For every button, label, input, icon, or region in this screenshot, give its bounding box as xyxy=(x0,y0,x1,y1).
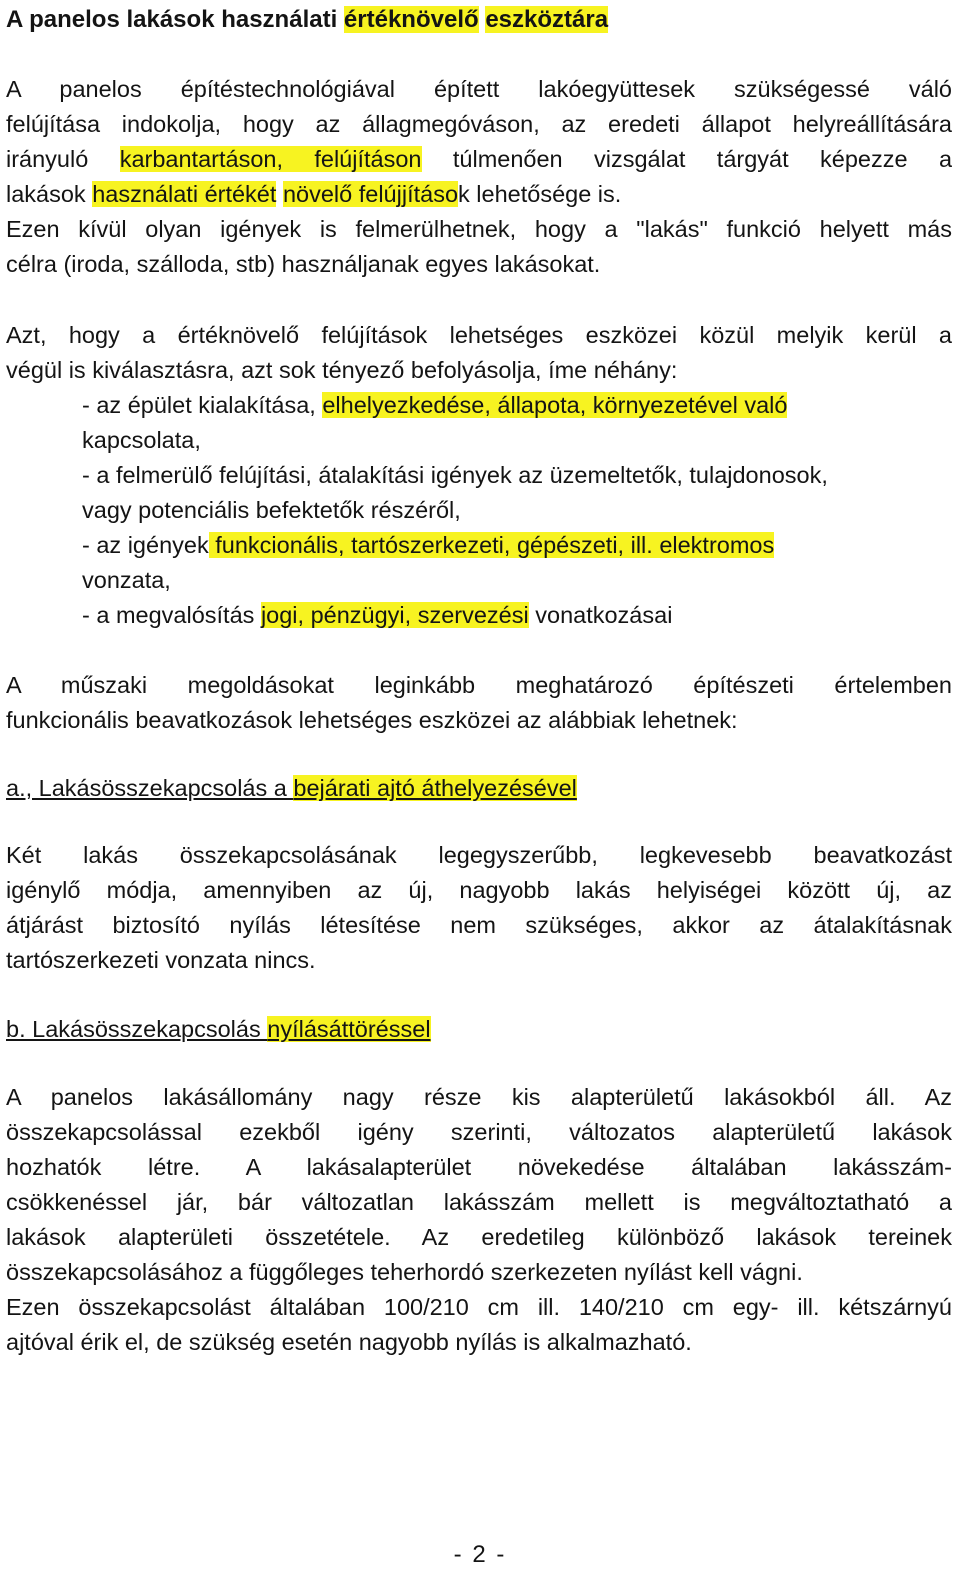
paragraph-line: igénylő módja, amennyiben az új, nagyobb lakás helyiségei között új, az xyxy=(6,877,952,903)
list-item-continuation: kapcsolata, xyxy=(82,427,201,453)
highlight: nyílásáttöréssel xyxy=(267,1016,431,1042)
highlight: elhelyezkedése, állapota, környezetével való xyxy=(322,392,788,418)
paragraph-line: Ezen összekapcsolást általában 100/210 cm ill. 140/210 cm egy- ill. kétszárnyú xyxy=(6,1294,952,1320)
paragraph-line: célra (iroda, szálloda, stb) használjanak egyes lakásokat. xyxy=(6,251,601,277)
highlight: funkcionális, tartószerkezeti, gépészeti, ill. elektromos xyxy=(208,532,775,558)
paragraph-line: lakások alapterületi összetétele. Az eredetileg különböző lakások tereinek xyxy=(6,1224,952,1250)
document-page xyxy=(6,0,952,1584)
paragraph-factors xyxy=(6,318,952,388)
paragraph-line xyxy=(6,177,952,212)
paragraph-line: felújítása indokolja, hogy az állagmegóváson, az eredeti állapot helyreállítására xyxy=(6,111,952,137)
paragraph-line: A műszaki megoldásokat leginkább meghatározó építészeti értelemben xyxy=(6,672,952,698)
paragraph-intro xyxy=(6,72,952,282)
paragraph-line: A panelos építéstechnológiával épített lakóegyüttesek szükségessé váló xyxy=(6,76,952,102)
paragraph-solutions xyxy=(6,668,952,738)
highlight: használati értékét xyxy=(92,181,277,207)
document-title xyxy=(6,2,952,37)
text-span: - a megvalósítás xyxy=(82,602,261,628)
text-span: vonatkozásai xyxy=(528,602,673,628)
list-item xyxy=(82,528,952,563)
list-item xyxy=(82,598,952,633)
paragraph-line: átjárást biztosító nyílás létesítése nem szükséges, akkor az átalakításnak xyxy=(6,912,952,938)
text-span: lakások xyxy=(6,181,93,207)
paragraph-section-a xyxy=(6,838,952,978)
section-heading-b xyxy=(6,1012,952,1047)
paragraph-line: funkcionális beavatkozások lehetséges eszközei az alábbiak lehetnek: xyxy=(6,707,738,733)
page-number: - 2 - xyxy=(453,1541,507,1568)
list-item: - a felmerülő felújítási, átalakítási igények az üzemeltetők, tulajdonosok, xyxy=(82,462,828,488)
text-span: túlmenően vizsgálat tárgyát képezze a xyxy=(421,146,952,172)
list-item-continuation: vonzata, xyxy=(82,567,171,593)
title-text: A panelos lakások használati xyxy=(6,6,344,33)
factor-list xyxy=(6,388,952,633)
paragraph-line: A panelos lakásállomány nagy része kis alapterületű lakásokból áll. Az xyxy=(6,1084,952,1110)
paragraph-line: ajtóval érik el, de szükség esetén nagyobb nyílás is alkalmazható. xyxy=(6,1329,692,1355)
paragraph-section-b xyxy=(6,1080,952,1360)
paragraph-line: Két lakás összekapcsolásának legegyszerűbb, legkevesebb beavatkozást xyxy=(6,842,952,868)
paragraph-line: összekapcsolással ezekből igény szerinti, változatos alapterületű lakások xyxy=(6,1119,952,1145)
heading-text: b. Lakásösszekapcsolás xyxy=(6,1016,268,1042)
highlight: karbantartáson, felújításon xyxy=(119,146,422,172)
section-heading-a xyxy=(6,771,952,806)
paragraph-line: Azt, hogy a értéknövelő felújítások lehetséges eszközei közül melyik kerül a xyxy=(6,322,952,348)
title-highlight-1: értéknövelő xyxy=(343,6,479,33)
heading-text: a., Lakásösszekapcsolás a xyxy=(6,775,294,801)
list-item xyxy=(82,388,952,423)
text-span: - az épület kialakítása, xyxy=(82,392,323,418)
paragraph-line: végül is kiválasztásra, azt sok tényező befolyásolja, íme néhány: xyxy=(6,357,678,383)
text-span: irányuló xyxy=(6,146,120,172)
title-highlight-2: eszköztára xyxy=(485,6,609,33)
text-span: k lehetősége is. xyxy=(458,181,622,207)
paragraph-line xyxy=(6,142,952,177)
paragraph-line: összekapcsolásához a függőleges teherhordó szerkezeten nyílást kell vágni. xyxy=(6,1259,803,1285)
paragraph-line: tartószerkezeti vonzata nincs. xyxy=(6,947,316,973)
paragraph-line: hozhatók létre. A lakásalapterület növekedése általában lakásszám- xyxy=(6,1154,952,1180)
highlight: jogi, pénzügyi, szervezési xyxy=(260,602,529,628)
paragraph-line: csökkenéssel jár, bár változatlan lakásszám mellett is megváltoztatható a xyxy=(6,1189,952,1215)
text-span xyxy=(276,181,283,207)
paragraph-line: Ezen kívül olyan igények is felmerülhetnek, hogy a "lakás" funkció helyett más xyxy=(6,216,952,242)
highlight: bejárati ajtó áthelyezésével xyxy=(293,775,577,801)
highlight: növelő felújjításo xyxy=(282,181,459,207)
list-item-continuation: vagy potenciális befektetők részéről, xyxy=(82,497,461,523)
text-span: - az igények xyxy=(82,532,209,558)
